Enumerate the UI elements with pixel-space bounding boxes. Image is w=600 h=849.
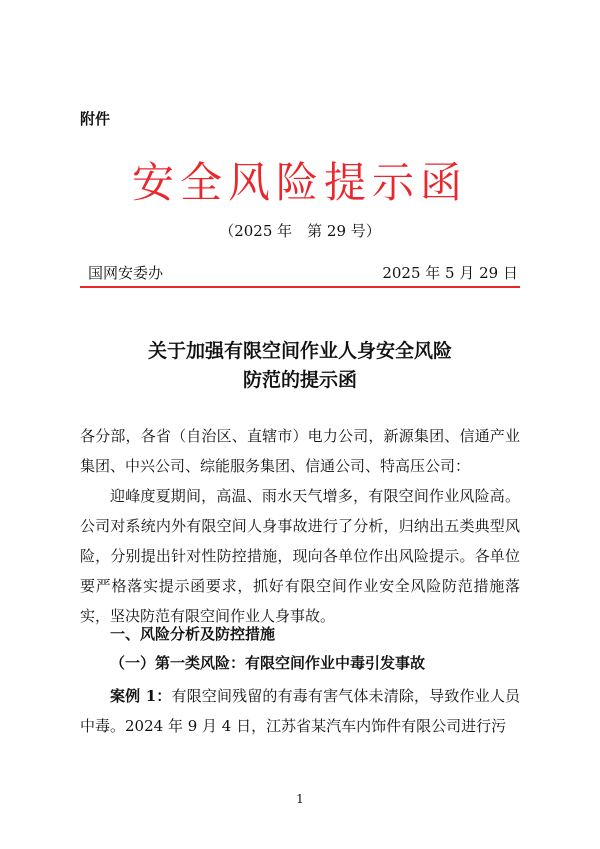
attachment-label: 附件 bbox=[80, 110, 111, 128]
case-paragraph bbox=[80, 681, 520, 741]
subsection-heading: （一）第一类风险：有限空间作业中毒引发事故 bbox=[110, 654, 426, 672]
intro-paragraph: 迎峰度夏期间，高温、雨水天气增多，有限空间作业风险高。公司对系统内外有限空间人身事故进行了分析，归纳出五类典型风险，分别提出针对性防控措施，现向各单位作出风险提示。各单位要严格落实提示函要求，抓好有限空间作业安全风险防范措施落实，坚决防范有限空间作业人身事故。 bbox=[80, 487, 520, 625]
issue-date: 2025 年 5 月 29 日 bbox=[382, 264, 518, 282]
red-divider bbox=[80, 286, 520, 288]
salutation: 各分部，各省（自治区、直辖市）电力公司，新源集团、信通产业集团、中兴公司、综能服务集团、信通公司、特高压公司： bbox=[80, 427, 520, 475]
section-heading: 一、风险分析及防控措施 bbox=[110, 625, 276, 643]
case-text: 有限空间残留的有毒有害气体未清除，导致作业人员中毒。2024 年 9 月 4 日，江苏省某汽车内饰件有限公司进行污 bbox=[80, 687, 520, 735]
issue-number: （2025 年 第 29 号） bbox=[219, 222, 381, 240]
issuer: 国网安委办 bbox=[88, 264, 164, 282]
subtitle-line-1: 关于加强有限空间作业人身安全风险 bbox=[147, 340, 452, 362]
page-number: 1 bbox=[296, 792, 304, 806]
case-label: 案例 1： bbox=[110, 687, 172, 705]
subtitle-line-2: 防范的提示函 bbox=[242, 369, 357, 391]
letter-title: 安全风险提示函 bbox=[131, 158, 468, 207]
